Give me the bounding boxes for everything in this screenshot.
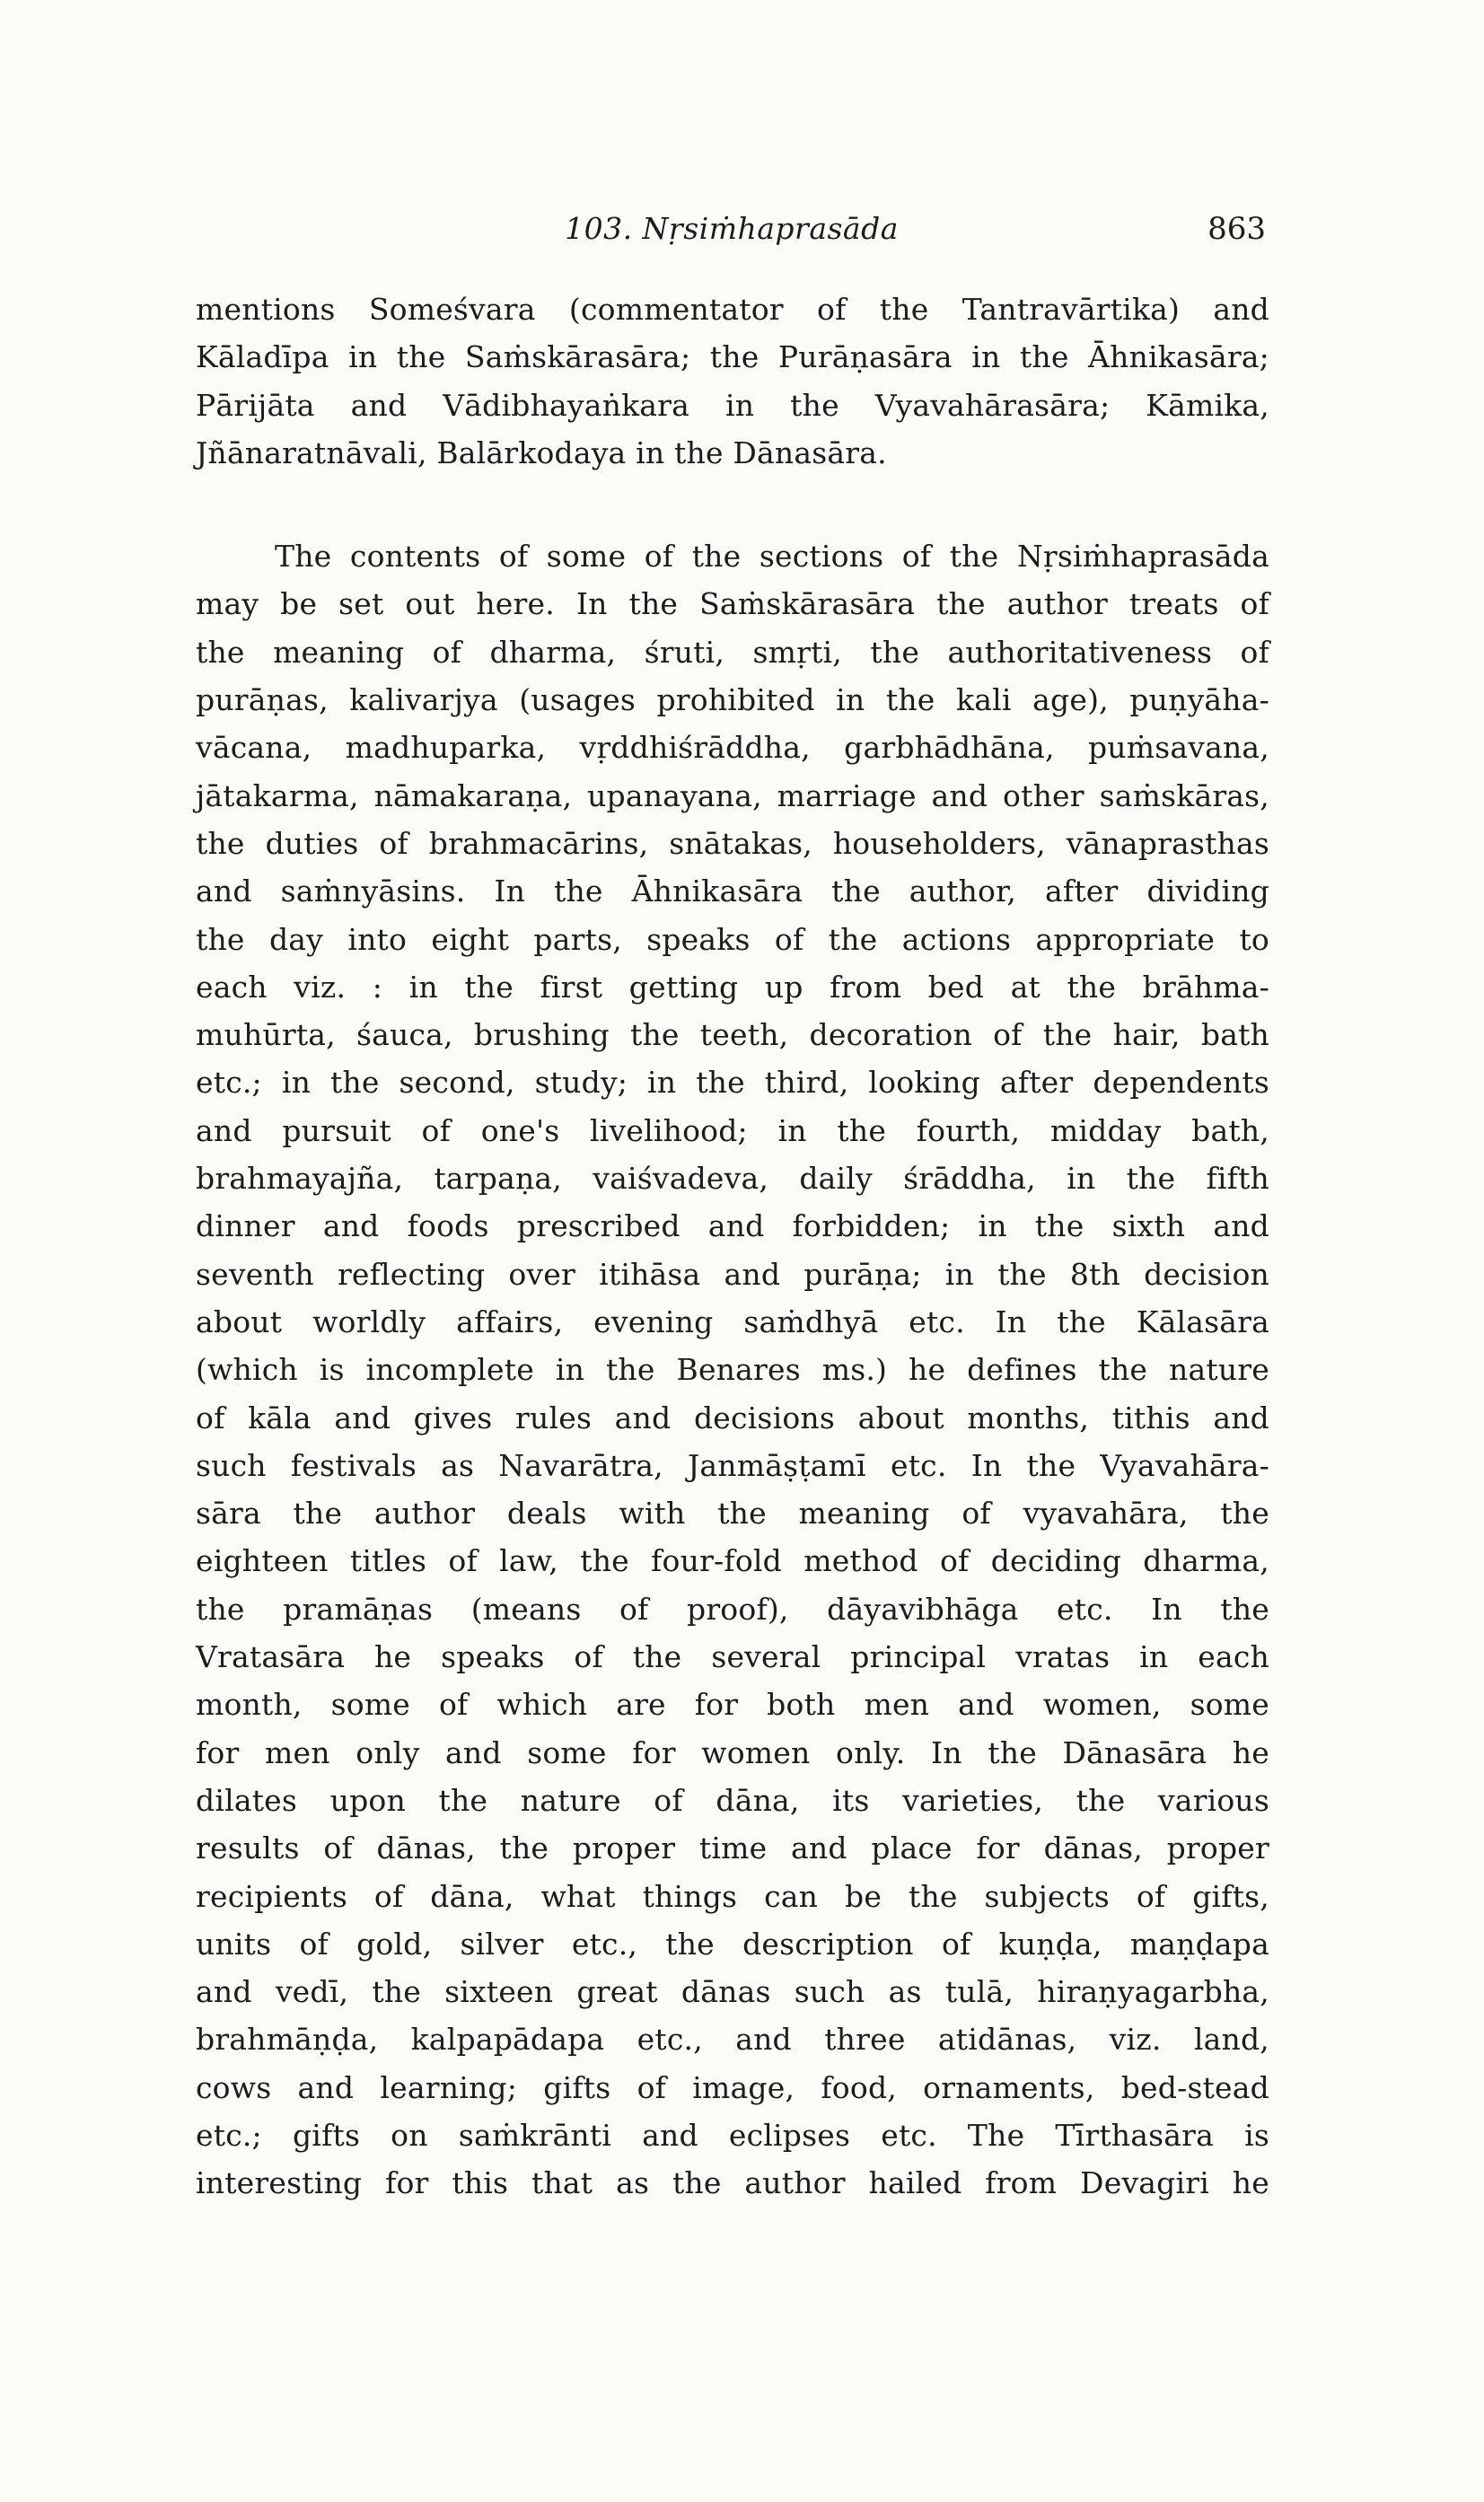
text-line: Jñānaratnāvali, Balārkodaya in the Dānasāra. <box>196 435 887 470</box>
body-text <box>196 285 1269 2208</box>
text-line: sāra the author deals with the meaning of vyavahāra, the <box>196 1496 1269 1532</box>
text-line: units of gold, silver etc., the description of kuṇḍa, maṇḍapa <box>196 1926 1269 1962</box>
text-line: (which is incomplete in the Benares ms.) he defines the nature <box>196 1352 1269 1388</box>
paragraph-2 <box>196 532 1269 2207</box>
text-line: the pramāṇas (means of proof), dāyavibhāga etc. In the <box>196 1591 1269 1627</box>
text-line: and pursuit of one's livelihood; in the fourth, midday bath, <box>196 1112 1269 1148</box>
page-header <box>198 202 1266 256</box>
text-line: Kāladīpa in the Saṁskārasāra; the Purāṇasāra in the Āhnikasāra; <box>196 339 1269 375</box>
paragraph-gap <box>196 477 1269 532</box>
text-line: about worldly affairs, evening saṁdhyā etc. In the Kālasāra <box>196 1304 1269 1339</box>
text-line: dilates upon the nature of dāna, its varieties, the various <box>196 1782 1269 1818</box>
paragraph-1 <box>196 285 1269 477</box>
text-line: seventh reflecting over itihāsa and purāṇa; in the 8th decision <box>196 1256 1269 1292</box>
text-line: The contents of some of the sections of the Nṛsiṁhaprasāda <box>275 539 1269 575</box>
text-line: month, some of which are for both men and women, some <box>196 1687 1269 1723</box>
text-line: brahmāṇḍa, kalpapādapa etc., and three atidānas, viz. land, <box>196 2022 1269 2058</box>
text-line: jātakarma, nāmakaraṇa, upanayana, marriage and other saṁskāras, <box>196 777 1269 813</box>
text-line: of kāla and gives rules and decisions about months, tithis and <box>196 1400 1269 1435</box>
text-line: each viz. : in the first getting up from bed at the brāhma- <box>196 969 1269 1005</box>
text-line: such festivals as Navarātra, Janmāṣṭamī etc. In the Vyavahāra- <box>196 1447 1269 1483</box>
text-line: muhūrta, śauca, brushing the teeth, decoration of the hair, bath <box>196 1017 1269 1053</box>
text-line: dinner and foods prescribed and forbidden; in the sixth and <box>196 1208 1269 1244</box>
text-line: Pārijāta and Vādibhayaṅkara in the Vyavahārasāra; Kāmika, <box>196 387 1269 423</box>
text-line: cows and learning; gifts of image, food, ornaments, bed-stead <box>196 2069 1269 2105</box>
text-line: etc.; gifts on saṁkrānti and eclipses etc. The Tīrthasāra is <box>196 2117 1269 2153</box>
page-number: 863 <box>1207 211 1266 247</box>
text-line: and saṁnyāsins. In the Āhnikasāra the author, after dividing <box>196 874 1269 909</box>
text-line: the meaning of dharma, śruti, smṛti, the authoritativeness of <box>196 634 1269 670</box>
text-line: brahmayajña, tarpaṇa, vaiśvadeva, daily śrāddha, in the fifth <box>196 1161 1269 1197</box>
text-line: etc.; in the second, study; in the third, looking after dependents <box>196 1065 1269 1101</box>
text-line: results of dānas, the proper time and place for dānas, proper <box>196 1830 1269 1866</box>
text-line: for men only and some for women only. In the Dānasāra he <box>196 1734 1269 1770</box>
text-line: interesting for this that as the author hailed from Devagiri he <box>196 2165 1269 2201</box>
text-line: Vratasāra he speaks of the several principal vratas in each <box>196 1639 1269 1675</box>
running-title: 103. Nṛsiṁhaprasāda <box>565 211 899 246</box>
text-line: recipients of dāna, what things can be the subjects of gifts, <box>196 1878 1269 1914</box>
text-line: eighteen titles of law, the four-fold method of deciding dharma, <box>196 1543 1269 1579</box>
text-line: may be set out here. In the Saṁskārasāra the author treats of <box>196 586 1269 622</box>
text-line: purāṇas, kalivarjya (usages prohibited in the kali age), puṇyāha- <box>196 682 1269 718</box>
text-line: the duties of brahmacārins, snātakas, householders, vānaprasthas <box>196 825 1269 861</box>
text-line: the day into eight parts, speaks of the actions appropriate to <box>196 921 1269 957</box>
text-line: vācana, madhuparka, vṛddhiśrāddha, garbhādhāna, puṁsavana, <box>196 730 1269 766</box>
text-line: and vedī, the sixteen great dānas such as tulā, hiraṇyagarbha, <box>196 1974 1269 2010</box>
text-line: mentions Someśvara (commentator of the Tantravārtika) and <box>196 292 1269 327</box>
